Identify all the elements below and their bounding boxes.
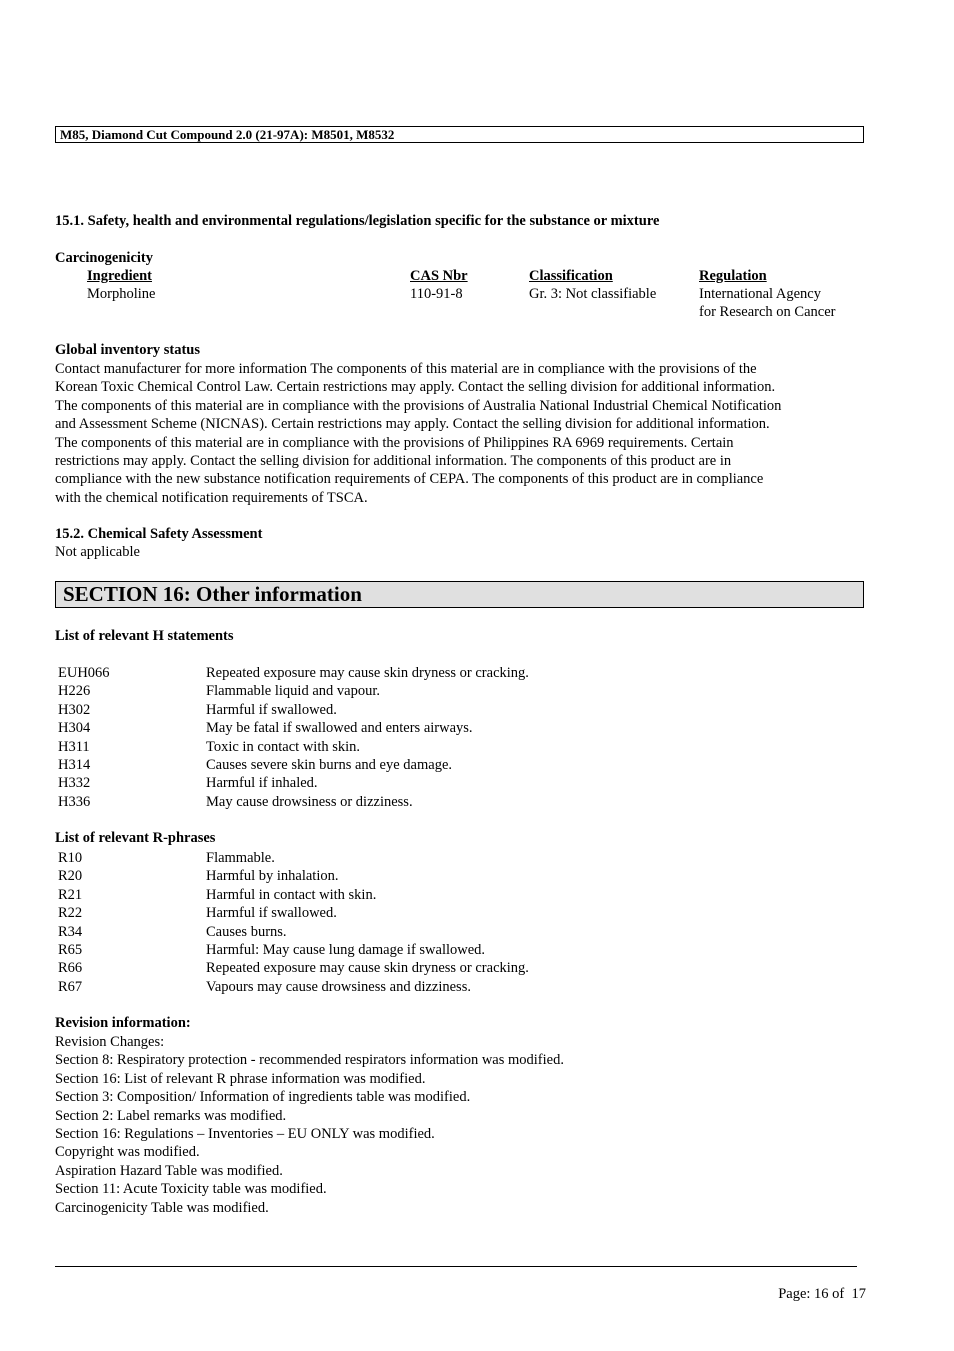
h-statements-title: List of relevant H statements	[55, 628, 234, 644]
list-item	[55, 738, 855, 756]
r-phrases-list	[55, 849, 855, 996]
list-item	[55, 978, 855, 996]
r-code: R66	[58, 960, 83, 977]
h-code: H304	[58, 720, 91, 737]
revision-line: Section 8: Respiratory protection - recommended respirators information was modified.	[55, 1052, 564, 1069]
revision-line: Section 11: Acute Toxicity table was modified.	[55, 1181, 327, 1198]
list-item	[55, 941, 855, 959]
h-code: H332	[58, 775, 91, 792]
revision-line: Section 2: Label remarks was modified.	[55, 1107, 287, 1124]
text-line: restrictions may apply. Contact the selling division for additional information. The components of this product are in	[55, 453, 732, 470]
global-inventory-text	[55, 360, 867, 507]
list-item	[55, 719, 855, 737]
global-inventory-title: Global inventory status	[55, 342, 201, 358]
text-line: and Assessment Scheme (NICNAS). Certain restrictions may apply. Contact the selling division for additional information.	[55, 416, 770, 433]
h-text: Causes severe skin burns and eye damage.	[206, 756, 453, 773]
r-text: Vapours may cause drowsiness and dizziness.	[206, 978, 471, 995]
r-code: R65	[58, 941, 83, 958]
h-text: May cause drowsiness or dizziness.	[206, 793, 413, 810]
r-code: R10	[58, 850, 83, 866]
r-phrases-title: List of relevant R-phrases	[55, 830, 216, 846]
r-code: R21	[58, 886, 83, 903]
h-text: May be fatal if swallowed and enters airways.	[206, 720, 473, 737]
cell-ingredient: Morpholine	[87, 286, 156, 302]
section-15-1-heading: 15.1. Safety, health and environmental regulations/legislation specific for the substance or mixture	[55, 213, 660, 229]
r-code: R20	[58, 868, 83, 885]
r-code: R67	[58, 978, 83, 995]
r-text: Harmful in contact with skin.	[206, 886, 377, 903]
revision-line: Aspiration Hazard Table was modified.	[55, 1162, 283, 1179]
cell-regulation-line2: for Research on Cancer	[699, 304, 836, 320]
r-code: R22	[58, 905, 83, 922]
cell-classification: Gr. 3: Not classifiable	[529, 286, 657, 302]
cell-cas: 110-91-8	[410, 286, 463, 302]
h-statements-list	[55, 664, 855, 811]
revision-list	[55, 1033, 564, 1217]
text-line: Korean Toxic Chemical Control Law. Certain restrictions may apply. Contact the selling division for additional information.	[55, 379, 776, 396]
list-item	[55, 886, 855, 904]
list-item	[55, 849, 855, 867]
r-text: Harmful if swallowed.	[206, 905, 337, 922]
list-item	[55, 756, 855, 774]
revision-line: Copyright was modified.	[55, 1144, 200, 1161]
list-item	[55, 904, 855, 922]
list-item	[55, 793, 855, 811]
revision-line: Section 3: Composition/ Information of ingredients table was modified.	[55, 1089, 471, 1106]
section-15-2-text: Not applicable	[55, 544, 140, 560]
cell-regulation-line1: International Agency	[699, 286, 821, 302]
page-number: Page: 16 of 17	[778, 1286, 866, 1302]
revision-line: Section 16: List of relevant R phrase information was modified.	[55, 1070, 426, 1087]
h-code: EUH066	[58, 665, 110, 681]
h-text: Harmful if inhaled.	[206, 775, 318, 792]
list-item	[55, 774, 855, 792]
h-code: H311	[58, 738, 90, 755]
r-text: Harmful: May cause lung damage if swallowed.	[206, 941, 486, 958]
h-text: Harmful if swallowed.	[206, 701, 337, 718]
carcinogenicity-title: Carcinogenicity	[55, 250, 153, 266]
text-line: compliance with the new substance notification requirements of CEPA. The components of this product are in compliance	[55, 471, 764, 488]
list-item	[55, 682, 855, 700]
text-line: The components of this material are in compliance with the provisions of Philippines RA 6969 requirements. Certain	[55, 434, 734, 451]
h-code: H226	[58, 683, 91, 700]
document-header: M85, Diamond Cut Compound 2.0 (21-97A): M8501, M8532	[55, 126, 864, 143]
r-text: Repeated exposure may cause skin dryness or cracking.	[206, 960, 529, 977]
revision-title: Revision information:	[55, 1015, 191, 1031]
text-line: The components of this material are in compliance with the provisions of Australia National Industrial Chemical Notification	[55, 397, 782, 414]
revision-line: Revision Changes:	[55, 1034, 165, 1050]
r-code: R34	[58, 923, 83, 940]
section-15-2-heading: 15.2. Chemical Safety Assessment	[55, 526, 263, 542]
text-line: Contact manufacturer for more information The components of this material are in compliance with the provisions of the	[55, 361, 757, 377]
h-code: H336	[58, 793, 91, 810]
list-item	[55, 923, 855, 941]
list-item	[55, 867, 855, 885]
r-text: Harmful by inhalation.	[206, 868, 339, 885]
column-header-classification: Classification	[529, 268, 613, 284]
h-text: Repeated exposure may cause skin dryness or cracking.	[206, 665, 529, 681]
revision-line: Section 16: Regulations – Inventories – EU ONLY was modified.	[55, 1125, 435, 1142]
list-item	[55, 664, 855, 682]
h-code: H302	[58, 701, 91, 718]
list-item	[55, 701, 855, 719]
r-text: Flammable.	[206, 850, 275, 866]
column-header-cas: CAS Nbr	[410, 268, 468, 284]
revision-line: Carcinogenicity Table was modified.	[55, 1199, 269, 1216]
h-text: Toxic in contact with skin.	[206, 738, 361, 755]
section-16-title: SECTION 16: Other information	[55, 581, 864, 608]
footer-divider	[55, 1266, 857, 1267]
column-header-regulation: Regulation	[699, 268, 767, 284]
h-code: H314	[58, 756, 91, 773]
column-header-ingredient: Ingredient	[87, 268, 152, 284]
text-line: with the chemical notification requirements of TSCA.	[55, 489, 368, 506]
h-text: Flammable liquid and vapour.	[206, 683, 380, 700]
r-text: Causes burns.	[206, 923, 287, 940]
list-item	[55, 959, 855, 977]
